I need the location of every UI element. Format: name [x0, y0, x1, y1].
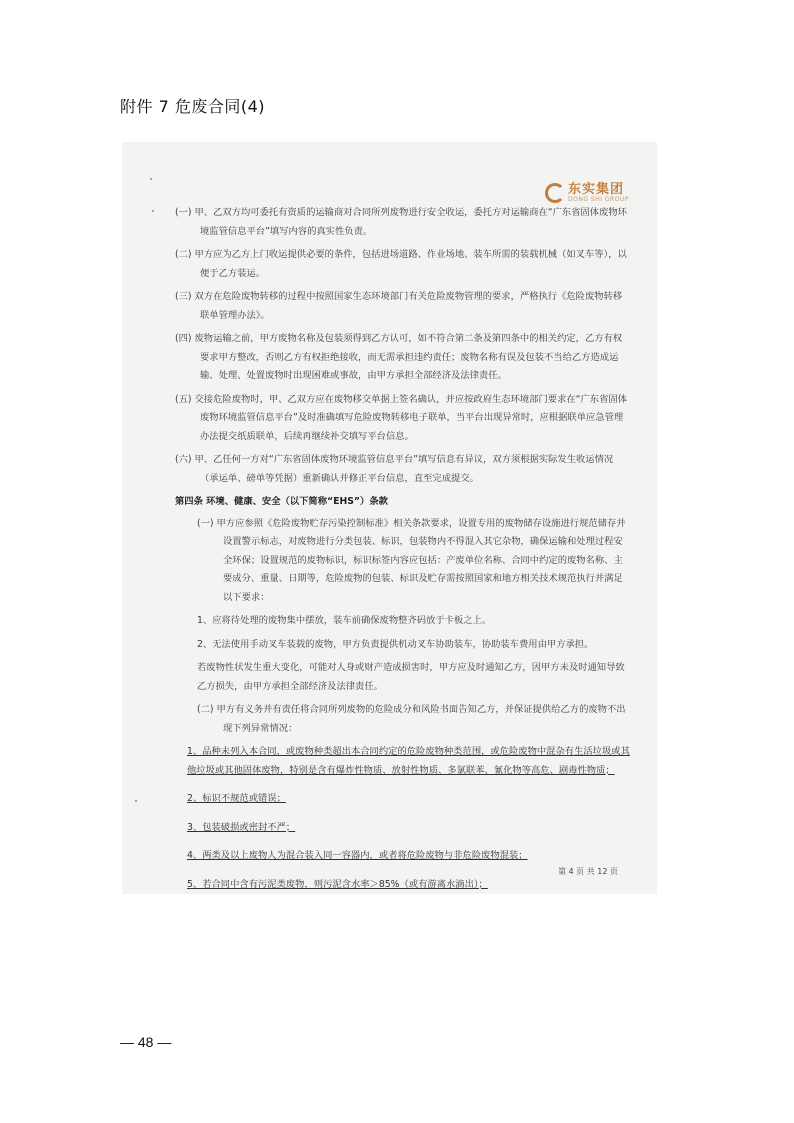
article-4-sub-2: (二) 甲方有义务并有责任将合同所列废物的危险成分和风险书面告知乙方，并保证提供给乙方的废物不出现下列异常情况： [197, 704, 626, 734]
scan-speck [135, 800, 137, 802]
clause-1: (一) 甲、乙双方均可委托有资质的运输商对合同所列废物进行安全收运，委托方对运输商在“广东省固体废物环境监管信息平台”填写内容的真实性负责。 [175, 207, 627, 237]
abnormal-item-4: 4、两类及以上废物人为混合装入同一容器内，或者将危险废物与非危险废物混装； [187, 850, 528, 861]
scan-speck [152, 210, 154, 212]
clause-4: (四) 废物运输之前，甲方废物名称及包装须得到乙方认可，如不符合第二条及第四条中的相关约定，乙方有权要求甲方整改，否则乙方有权拒绝接收，而无需承担违约责任；废物名称有误及包装不当给乙方造成运输、处理、处置废物时出现困难或事故，由甲方承担全部经济及法律责任。 [175, 333, 623, 381]
logo-name-en: DONG SHI GROUP [568, 196, 629, 203]
contract-body [175, 204, 630, 904]
article-4-item-2: 2、无法使用手动叉车装载的废物，甲方负责提供机动叉车协助装车，协助装车费用由甲方承担。 [197, 638, 594, 650]
article-4-sub-1: (一) 甲方应参照《危险废物贮存污染控制标准》相关条款要求，设置专用的废物储存设施进行规范储存并设置警示标志，对废物进行分类包装、标识，包装物内不得混入其它杂物，确保运输和处理过程安全环保；设置规范的废物标识，标识标签内容应包括：产废单位名称、合同中约定的废物名称、主要成分、重量、日期等，危险废物的包装、标识及贮存需按照国家和地方相关技术规范执行并满足以下要求： [197, 517, 626, 603]
clause-6: (六) 甲、乙任何一方对“广东省固体废物环境监管信息平台”填写信息有异议，双方须根据实际发生收运情况（承运单、磅单等凭据）重新确认并修正平台信息，直至完成提交。 [175, 454, 614, 484]
clause-5: (五) 交接危险废物时，甲、乙双方应在废物移交单据上签名确认，并应按政府生态环境部门要求在“广东省固体废物环境监管信息平台”及时准确填写危险废物转移电子联单，当平台出现异常时，应根据联单应急管理办法提交纸质联单，后续再继续补交填写平台信息。 [175, 393, 627, 442]
scan-page-number: 第 4 页 共 12 页 [558, 867, 618, 876]
abnormal-item-1: 1、品种未列入本合同，或废物种类超出本合同约定的危险废物种类范围，或危险废物中混杂有生活垃圾或其他垃圾或其他固体废物，特别是含有爆炸性物质、放射性物质、多氯联苯、氰化物等高危、剧毒性物质； [187, 746, 630, 776]
attachment-title: 附件 7 危废合同(4) [120, 97, 266, 116]
abnormal-item-2: 2、标识不规范或错误； [187, 793, 286, 804]
abnormal-item-5: 5、若合同中含有污泥类废物，则污泥含水率＞85%（或有游离水滴出）； [187, 878, 488, 890]
logo-name-cn: 东实集团 [568, 182, 625, 197]
clause-2: (二) 甲方应为乙方上门收运提供必要的条件，包括进场道路、作业场地、装车所需的装载机械（如叉车等），以便于乙方装运。 [175, 249, 627, 279]
company-logo [545, 183, 629, 203]
article-4-heading: 第四条 环境、健康、安全（以下简称“EHS”）条款 [175, 496, 388, 507]
logo-mark-icon [545, 183, 565, 203]
scan-speck [150, 178, 152, 180]
abnormal-item-3: 3、包装破损或密封不严； [187, 821, 296, 833]
article-4-item-1: 1、应将待处理的废物集中摆放，装车前确保废物整齐码放于卡板之上。 [197, 615, 492, 626]
clause-3: (三) 双方在危险废物转移的过程中按照国家生态环境部门有关危险废物管理的要求，严格执行《危险废物转移联单管理办法》。 [175, 291, 623, 321]
article-4-item-3: 若废物性状发生重大变化，可能对人身或财产造成损害时，甲方应及时通知乙方，因甲方未及时通知导致乙方损失，由甲方承担全部经济及法律责任。 [197, 662, 625, 692]
page-number: — 48 — [120, 1034, 172, 1050]
